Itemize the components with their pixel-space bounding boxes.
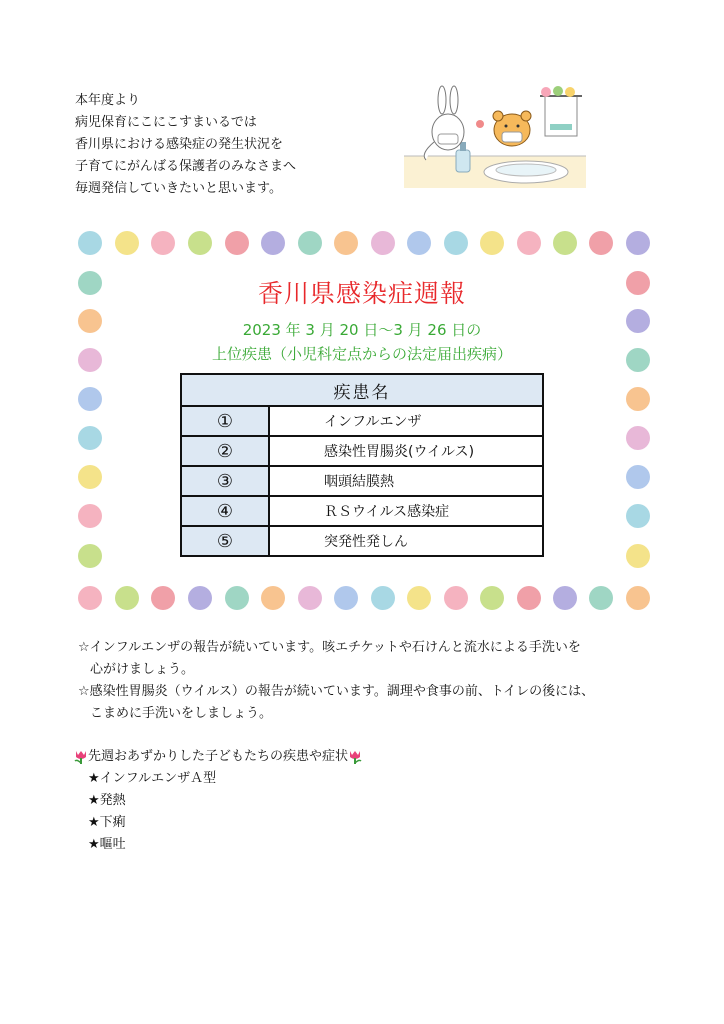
frame-dot [115,231,139,255]
frame-dot [78,504,102,528]
frame-dot [151,231,175,255]
disease-name-cell: 咽頭結膜熱 [269,466,543,496]
last-week-title: 先週おあずかりした子どもたちの疾患や症状 [88,749,349,764]
frame-dot [225,231,249,255]
frame-dot [78,544,102,568]
frame-dot [407,231,431,255]
symptom-item: ★インフルエンザＡ型 [88,771,217,786]
report-period: 2023 年 3 月 20 日～3 月 26 日の [242,321,482,339]
frame-dot [78,586,102,610]
report-subtitle: 上位疾患（小児科定点からの法定届出疾病） [211,345,512,363]
symptom-item: ★嘔吐 [88,837,126,852]
note-line: ☆インフルエンザの報告が続いています。咳エチケットや石けんと流水による手洗いを [78,640,581,655]
rank-cell: ③ [181,466,269,496]
frame-dot [626,387,650,411]
rank-cell: ① [181,406,269,436]
note-line: 心がけましょう。 [90,662,195,677]
frame-dot [188,231,212,255]
frame-dot [589,586,613,610]
table-row [181,526,543,556]
frame-dot [407,586,431,610]
handwashing-illustration [400,82,590,188]
frame-dot [225,586,249,610]
intro-line: 毎週発信していきたいと思います。 [75,181,282,196]
intro-line: 本年度より [75,93,141,108]
frame-dot [626,586,650,610]
frame-dot [553,586,577,610]
last-week-section [74,746,362,856]
frame-dot [371,231,395,255]
frame-dot [626,231,650,255]
frame-dot [626,544,650,568]
table-header-row [181,374,543,406]
table-row [181,436,543,466]
frame-dot [188,586,212,610]
intro-line: 香川県における感染症の発生状況を [75,137,284,152]
frame-dot [298,586,322,610]
last-week-heading [74,746,362,768]
note-line: こまめに手洗いをしましょう。 [90,706,273,721]
frame-dot [78,465,102,489]
frame-dot [261,586,285,610]
frame-dot [78,426,102,450]
frame-dot [480,586,504,610]
frame-dot [553,231,577,255]
frame-dot [480,231,504,255]
tulip-icon [348,749,362,765]
frame-dot [589,231,613,255]
frame-dot [626,426,650,450]
frame-dot [78,231,102,255]
frame-dot [371,586,395,610]
frame-dot [115,586,139,610]
frame-dot [626,465,650,489]
table-row [181,496,543,526]
table-row [181,406,543,436]
disease-name-cell: ＲＳウイルス感染症 [269,496,543,526]
disease-name-cell: インフルエンザ [269,406,543,436]
rank-cell: ⑤ [181,526,269,556]
tulip-icon [74,749,88,765]
frame-dot [444,231,468,255]
frame-dot [298,231,322,255]
frame-dot [78,387,102,411]
frame-dot [151,586,175,610]
frame-dot [517,586,541,610]
rank-cell: ④ [181,496,269,526]
symptom-item: ★下痢 [88,815,126,830]
frame-dot [517,231,541,255]
disease-name-cell: 感染性胃腸炎(ウイルス) [269,436,543,466]
symptom-item: ★発熱 [88,793,126,808]
frame-dot [334,231,358,255]
disease-table [180,373,544,557]
report-title: 香川県感染症週報 [257,279,466,308]
note-line: ☆感染性胃腸炎（ウイルス）の報告が続いています。調理や食事の前、トイレの後には、 [78,684,595,699]
disease-name-cell: 突発性発しん [269,526,543,556]
frame-dot [626,504,650,528]
table-row [181,466,543,496]
frame-dot [261,231,285,255]
frame-dot [444,586,468,610]
frame-dot [334,586,358,610]
rank-cell: ② [181,436,269,466]
table-header: 疾患名 [181,374,543,406]
notes [78,637,594,725]
intro-line: 病児保育にこにこすまいるでは [75,115,257,130]
intro-text [75,90,296,200]
intro-line: 子育てにがんばる保護者のみなさまへ [75,159,297,174]
